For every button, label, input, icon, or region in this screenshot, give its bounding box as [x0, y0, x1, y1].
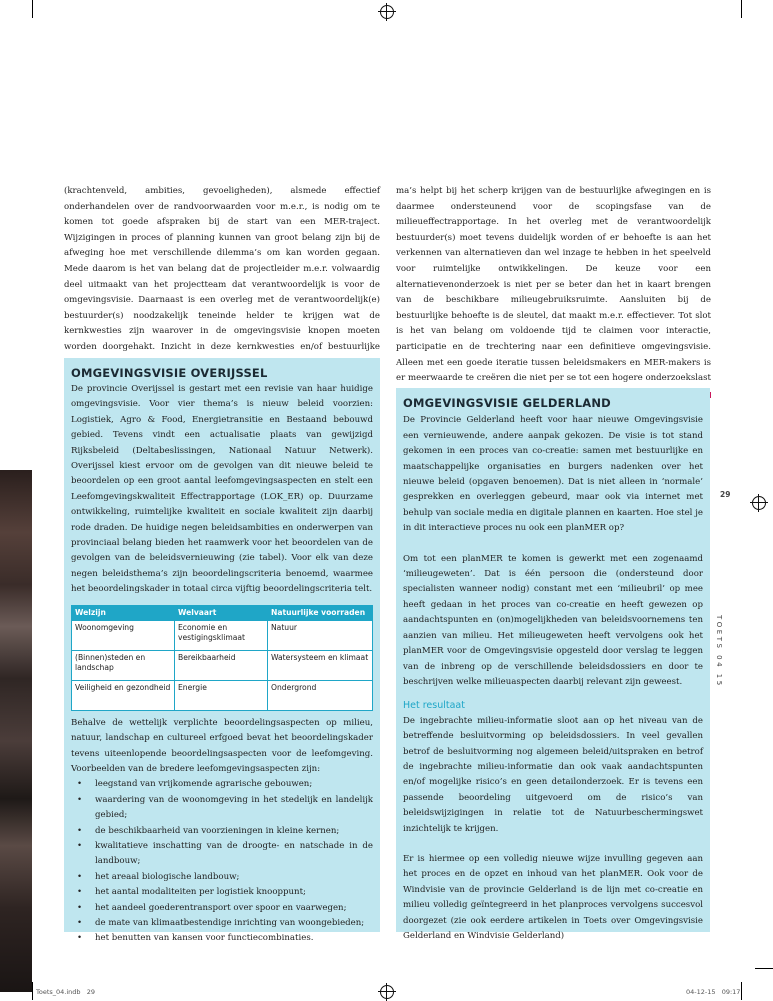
overijssel-box: [64, 358, 380, 944]
crop-mark: [32, 0, 33, 18]
table-cell: Veiligheid en gezondheid: [72, 680, 175, 710]
table-cell: Watersysteem en klimaat: [268, 650, 373, 680]
gelderland-title: OMGEVINGSVISIE GELDERLAND: [403, 396, 611, 410]
table-cell: Bereikbaarheid: [175, 650, 268, 680]
table-cell: Woonomgeving: [72, 620, 175, 650]
gelderland-paragraph: De Provincie Gelderland heeft voor haar nieuwe Omgevingsvisie een vernieuwende, andere aanpak gekozen. De visie is tot stand gekomen in een proces van co-creatie: samen met bestuurlijke en maatschappelijke organisaties en burgers nadenken over het nieuwe beleid (opgaven benoemen). Dat is niet alleen in ‘normale’ gesprekken en overleggen gebeurd, maar ook via internet met behulp van sociale media en digitale plannen en kaarten. Hoe stel je in dit interactieve proces nu ook een planMER op?: [403, 415, 703, 534]
list-item: • het aantal modaliteiten per logistiek knooppunt;: [71, 885, 373, 900]
table-header-cell: Natuurlijke voorraden: [268, 605, 373, 620]
beleidsthema-table: [71, 605, 373, 711]
registration-mark: [380, 5, 394, 19]
crop-mark: [32, 982, 33, 1000]
footer-file-info: Toets_04.indb 29: [36, 988, 96, 996]
table-cell: (Binnen)steden en landschap: [72, 650, 175, 680]
photo-strip: [0, 470, 32, 992]
gelderland-box: [396, 388, 710, 941]
registration-mark: [380, 985, 394, 999]
gelderland-paragraph: Er is hiermee op een volledig nieuwe wijze invulling gegeven aan het proces en de opzet en inhoud van het planMER. Ook voor de Windvisie van de provincie Gelderland is de lijn met co-creatie en milieu volledig geïntegreerd in het planproces vervolgens succesvol doorgezet (zie ook eerdere artikelen in Toets over Omgevingsvisie Gelderland en Windvisie Gelderland): [403, 853, 703, 941]
crop-mark: [741, 982, 742, 1000]
right-column-text: ma’s helpt bij het scherp krijgen van de bestuurlijke afwegingen en is daarmee ondersteunend voor de scopingsfase van de milieueffectrapportage. In het overleg met de verantwoordelijk bestuurder(s) moet tevens duidelijk worden of er behoefte is aan het verkennen van alternatieven dan wel inzage te hebben in het speelveld voor ruimtelijke ontwikkelingen. De keuze voor een alternatievenonderzoek is niet per se beter dan het in kaart brengen van de beschikbare milieugebruiksruimte. Aansluiten bij de bestuurlijke behoefte is de sleutel, dat maakt m.e.r. effectiever. Tot slot is het van belang om voldoende tijd te claimen voor interactie, participatie en de trechtering naar een definitieve omgevingsvisie. Alleen met een goede iteratie tussen beleidsmakers en MER-makers is er meerwaarde te creëren die niet per se tot een hogere onderzoekslast: [396, 184, 711, 402]
page-number: 29: [720, 490, 731, 499]
running-head: TOETS 04 15: [715, 615, 723, 688]
table-cell: Economie en vestigingsklimaat: [175, 620, 268, 650]
gelderland-paragraph: Om tot een planMER te komen is gewerkt met een zogenaamd ‘milieugeweten’. Dat is één persoon die (ondersteund door specialisten wanneer nodig) constant met een ‘milieubril’ op mee heeft gedaan in het proces van co-creatie en heeft gewezen op aandachtspunten en (on)mogelijkheden van beleidsvoornemens ten aanzien van milieu. Het milieugeweten heeft vervolgens ook het planMER voor de Omgevingsvisie opgesteld door verslag te leggen van de inbreng op de verschillende beleidsdossiers en door te beschrijven welke milieuaspecten daarbij relevant zijn geweest.: [403, 553, 703, 687]
table-row: [72, 620, 373, 650]
list-item: • het benutten van kansen voor functiecombinaties.: [71, 931, 373, 946]
gelderland-subheading: Het resultaat: [403, 700, 465, 712]
overijssel-intro: De provincie Overijssel is gestart met een revisie van haar huidige omgevingsvisie. Voor vier thema’s is nieuw beleid voorzien: Logistiek, Agro & Food, Energietransitie en Bestaand bebouwd gebied. Tevens vindt een actualisatie plaats van gewijzigd Rijksbeleid (Deltabeslissingen, Nationaal Natuur Netwerk). Overijssel kiest ervoor om de gevolgen van dit nieuwe beleid te beoordelen op een groot aantal leefomgevingsaspecten en stelt een Leefomgevingskwaliteit Effectrapportage (LOK_ER) op. Duurzame ontwikkeling, ruimtelijke kwaliteit en sociale kwaliteit zijn daarbij rode draden. De huidige negen beleidsambities en onderwerpen van provinciaal belang bieden het raamwerk voor het beoordelen van de gevolgen van de beleidsvernieuwing (zie tabel). Voor elk van deze negen beleidsthema’s zijn beoordelingscriteria benoemd, waarmee het beoordelingskader in totaal circa vijftig beoordelingscriteria telt.: [71, 384, 373, 595]
list-item: • waardering van de woonomgeving in het stedelijk en landelijk gebied;: [71, 793, 373, 824]
list-item: • het aandeel goederentransport over spoor en vaarwegen;: [71, 901, 373, 916]
leefomgeving-bullet-list: [71, 777, 373, 946]
table-row: [72, 650, 373, 680]
overijssel-after-table: Behalve de wettelijk verplichte beoordelingsaspecten op milieu, natuur, landschap en cultureel erfgoed bevat het beoordelingskader tevens uiteenlopende beoordelingsaspecten voor de leefomgeving. Voorbeelden van de bredere leefomgevingsaspecten zijn:: [71, 717, 373, 774]
gelderland-paragraph: De ingebrachte milieu-informatie sloot aan op het niveau van de betreffende besluitvorming op beleidsdossiers. In veel gevallen betrof de besluitvorming nog algemeen beleid/uitspraken en betrof de ingebrachte milieu-informatie dan ook vaak aandachtspunten en/of mogelijke risico’s en geen detailonderzoek. Er is tevens een passende beoordeling uitgevoerd om de risico’s van beleidswijzigingen in relatie tot de Natuurbeschermingswet inzichtelijk te krijgen.: [403, 715, 703, 834]
table-cell: Natuur: [268, 620, 373, 650]
registration-mark: [752, 496, 766, 510]
crop-mark: [755, 968, 773, 969]
list-item: • de beschikbaarheid van voorzieningen in kleine kernen;: [71, 824, 373, 839]
table-row: [72, 680, 373, 710]
left-column-text: (krachtenveld, ambities, gevoeligheden), alsmede effectief onderhandelen over de randvoorwaarden voor m.e.r., is nodig om te komen tot goede afspraken bij de start van een MER-traject. Wijzigingen in proces of planning kunnen van groot belang zijn bij de afweging hoe met verschillende dilemma’s om kan worden gegaan. Mede daarom is het van belang dat de projectleider m.e.r. volwaardig deel uitmaakt van het projectteam dat verantwoordelijk is voor de omgevingsvisie. Daarnaast is een overleg met de verantwoordelijk(e) bestuurder(s) noodzakelijk teneinde helder te krijgen wat de kernkwesties zijn waarover in de omgevingsvisie knopen moeten worden doorgehakt. Inzicht in deze kernkwesties en/of bestuurlijke: [64, 186, 380, 352]
right-column: [396, 184, 711, 402]
table-cell: Ondergrond: [268, 680, 373, 710]
list-item: • het areaal biologische landbouw;: [71, 870, 373, 885]
footer-date: 04-12-15 09:17: [686, 988, 741, 996]
table-header-cell: Welzijn: [72, 605, 175, 620]
list-item: • leegstand van vrijkomende agrarische gebouwen;: [71, 777, 373, 792]
list-item: • kwalitatieve inschatting van de droogte- en natschade in de landbouw;: [71, 839, 373, 870]
left-column: [64, 184, 380, 371]
table-cell: Energie: [175, 680, 268, 710]
table-header-row: [72, 605, 373, 620]
overijssel-title: OMGEVINGSVISIE OVERIJSSEL: [71, 366, 268, 380]
list-item: • de mate van klimaatbestendige inrichting van woongebieden;: [71, 916, 373, 931]
crop-mark: [741, 0, 742, 18]
table-header-cell: Welvaart: [175, 605, 268, 620]
